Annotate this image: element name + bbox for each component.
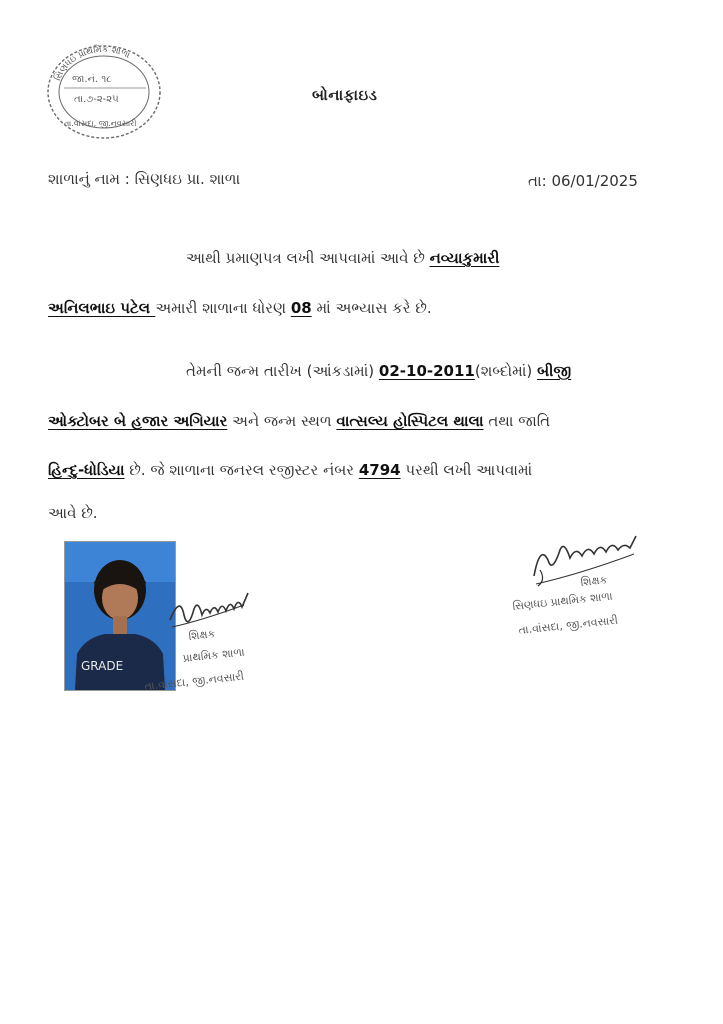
- stamp-ring-text: સિણધઇ પ્રાથમિક શાળા: [53, 44, 132, 83]
- left-seal-line1: શિક્ષક: [188, 627, 216, 643]
- para1-text2: અમારી શાળાના ધોરણ: [155, 299, 291, 317]
- dob-words-rest: ઓક્ટોબર બે હજાર અગિયાર: [48, 412, 228, 430]
- para1-text1: આથી પ્રમાણપત્ર લખી આપવામાં આવે છે: [186, 249, 430, 267]
- student-name-first: નવ્યાકુમારી: [429, 249, 500, 267]
- para2-text5: છે. જે શાળાના જનરલ રજીસ્ટર નંબર: [124, 461, 359, 479]
- right-seal-line3: તા.વાંસદા, જી.નવસારી: [518, 613, 619, 637]
- standard-value: 08: [290, 299, 312, 317]
- dob-numeric: 02-10-2011: [378, 362, 475, 380]
- student-name-last: અનિલભાઇ પટેલ: [48, 299, 156, 317]
- stamp-date: તા.૭-૨-૨૫: [74, 94, 119, 105]
- shirt-text: GRADE: [81, 659, 124, 673]
- left-seal-line2: પ્રાથમિક શાળા: [182, 645, 246, 665]
- para2-text7: આવે છે.: [48, 504, 98, 522]
- stamp-number: જા.નં. ૧૮: [72, 74, 112, 85]
- caste-value: હિન્દુ-ધોડિયા: [48, 461, 125, 479]
- document-title: બોનાફાઇડ: [312, 86, 378, 104]
- left-seal-line3: તા.વાંસદા, જી.નવસારી: [144, 669, 245, 693]
- para1-line2: [48, 299, 432, 317]
- right-seal-line2: સિણધઇ પ્રાથમિક શાળા: [512, 589, 614, 613]
- right-seal-line1: શિક્ષક: [580, 573, 608, 589]
- register-number: 4794: [358, 461, 401, 479]
- para2-text1: તેમની જન્મ તારીખ (આંકડામાં): [186, 362, 379, 380]
- para2-line1: [186, 362, 571, 380]
- birth-place: વાત્સલ્ય હોસ્પિટલ થાલા: [336, 412, 484, 430]
- dob-words-first: બીજી: [537, 362, 572, 380]
- school-stamp: [42, 40, 166, 140]
- para2-line4: [48, 504, 98, 522]
- stamp-place: તા.વાંસદા, જી.નવસારી: [64, 119, 137, 128]
- para2-text3: અને જન્મ સ્થળ: [227, 412, 337, 430]
- para2-text6: પરથી લખી આપવામાં: [400, 461, 533, 479]
- para1-text3: માં અભ્યાસ કરે છે.: [311, 299, 432, 317]
- para2-text4: તથા જાતિ: [483, 412, 551, 430]
- document-date: તા: 06/01/2025: [528, 172, 638, 190]
- para2-text2: (શબ્દોમાં): [474, 362, 538, 380]
- para1-line1: [186, 249, 499, 267]
- para2-line2: [48, 412, 550, 430]
- school-name: શાળાનું નામ : સિણધઇ પ્રા. શાળા: [48, 170, 241, 188]
- para2-line3: [48, 461, 532, 479]
